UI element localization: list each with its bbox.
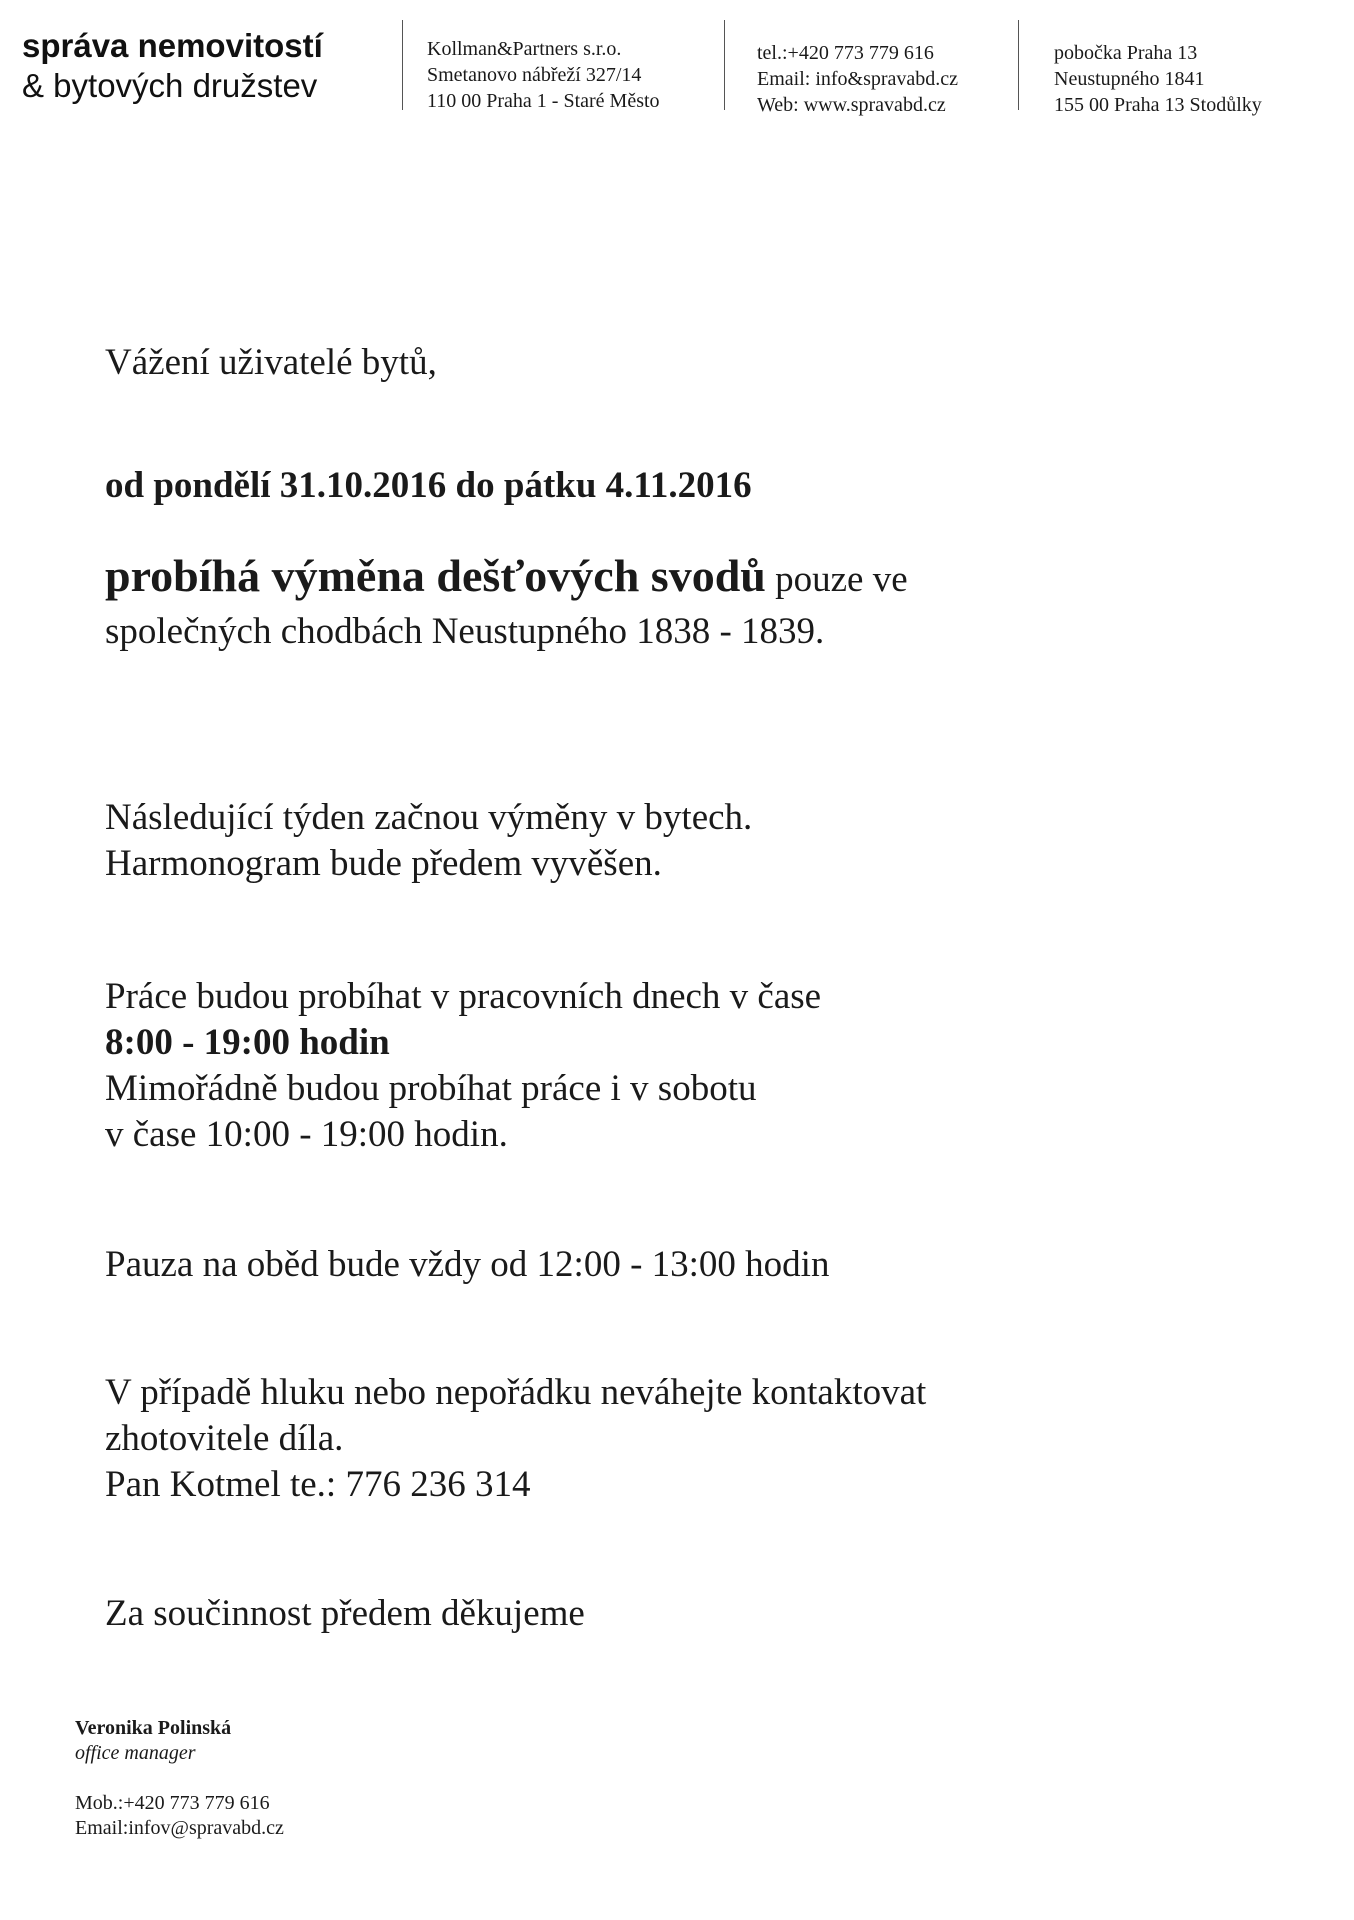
announcement-bold: probíhá výměna dešťových svodů bbox=[105, 550, 766, 601]
header-divider-3 bbox=[1018, 20, 1019, 110]
company-name: Kollman&Partners s.r.o. bbox=[427, 38, 622, 60]
contact-web: Web: www.spravabd.cz bbox=[757, 94, 946, 116]
signature-name: Veronika Polinská bbox=[75, 1717, 232, 1739]
next-week-line-1: Následující týden začnou výměny v bytech. bbox=[105, 797, 753, 838]
company-contact bbox=[757, 40, 958, 118]
company-address bbox=[427, 36, 660, 114]
announcement-line-1 bbox=[105, 550, 908, 602]
company-city: 110 00 Praha 1 - Staré Město bbox=[427, 90, 660, 112]
announcement-rest: pouze ve bbox=[765, 559, 908, 600]
header-divider-1 bbox=[402, 20, 403, 110]
contact-email: Email: info&spravabd.cz bbox=[757, 68, 959, 90]
work-schedule-line-1: Práce budou probíhat v pracovních dnech v čase bbox=[105, 976, 822, 1017]
signature-block bbox=[75, 1716, 284, 1841]
contact-info-line-2: zhotovitele díla. bbox=[105, 1418, 344, 1459]
brand-logo-text bbox=[22, 26, 323, 106]
branch-name: pobočka Praha 13 bbox=[1054, 42, 1198, 64]
work-schedule-line-4: v čase 10:00 - 19:00 hodin. bbox=[105, 1114, 508, 1155]
company-street: Smetanovo nábřeží 327/14 bbox=[427, 64, 642, 86]
signature-email: Email:infov@spravabd.cz bbox=[75, 1817, 284, 1839]
date-range: od pondělí 31.10.2016 do pátku 4.11.2016 bbox=[105, 465, 752, 506]
next-week-line-2: Harmonogram bude předem vyvěšen. bbox=[105, 843, 662, 884]
announcement-line-2: společných chodbách Neustupného 1838 - 1839. bbox=[105, 611, 825, 652]
branch-address bbox=[1054, 40, 1262, 118]
contact-info-line-1: V případě hluku nebo nepořádku neváhejte kontaktovat bbox=[105, 1372, 927, 1413]
contact-info-line-3: Pan Kotmel te.: 776 236 314 bbox=[105, 1464, 531, 1505]
signature-mobile: Mob.:+420 773 779 616 bbox=[75, 1792, 270, 1814]
brand-line-1: správa nemovitostí bbox=[22, 27, 323, 64]
signature-role: office manager bbox=[75, 1742, 196, 1764]
contact-phone: tel.:+420 773 779 616 bbox=[757, 42, 934, 64]
lunch-break: Pauza na oběd bude vždy od 12:00 - 13:00 hodin bbox=[105, 1244, 830, 1285]
branch-street: Neustupného 1841 bbox=[1054, 68, 1205, 90]
thanks: Za součinnost předem děkujeme bbox=[105, 1593, 585, 1634]
work-hours: 8:00 - 19:00 hodin bbox=[105, 1022, 390, 1063]
signature-spacer bbox=[75, 1766, 284, 1791]
greeting: Vážení uživatelé bytů, bbox=[105, 342, 437, 383]
work-schedule-line-3: Mimořádně budou probíhat práce i v sobotu bbox=[105, 1068, 757, 1109]
brand-line-2: & bytových družstev bbox=[22, 67, 318, 104]
branch-city: 155 00 Praha 13 Stodůlky bbox=[1054, 94, 1262, 116]
header-divider-2 bbox=[724, 20, 725, 110]
